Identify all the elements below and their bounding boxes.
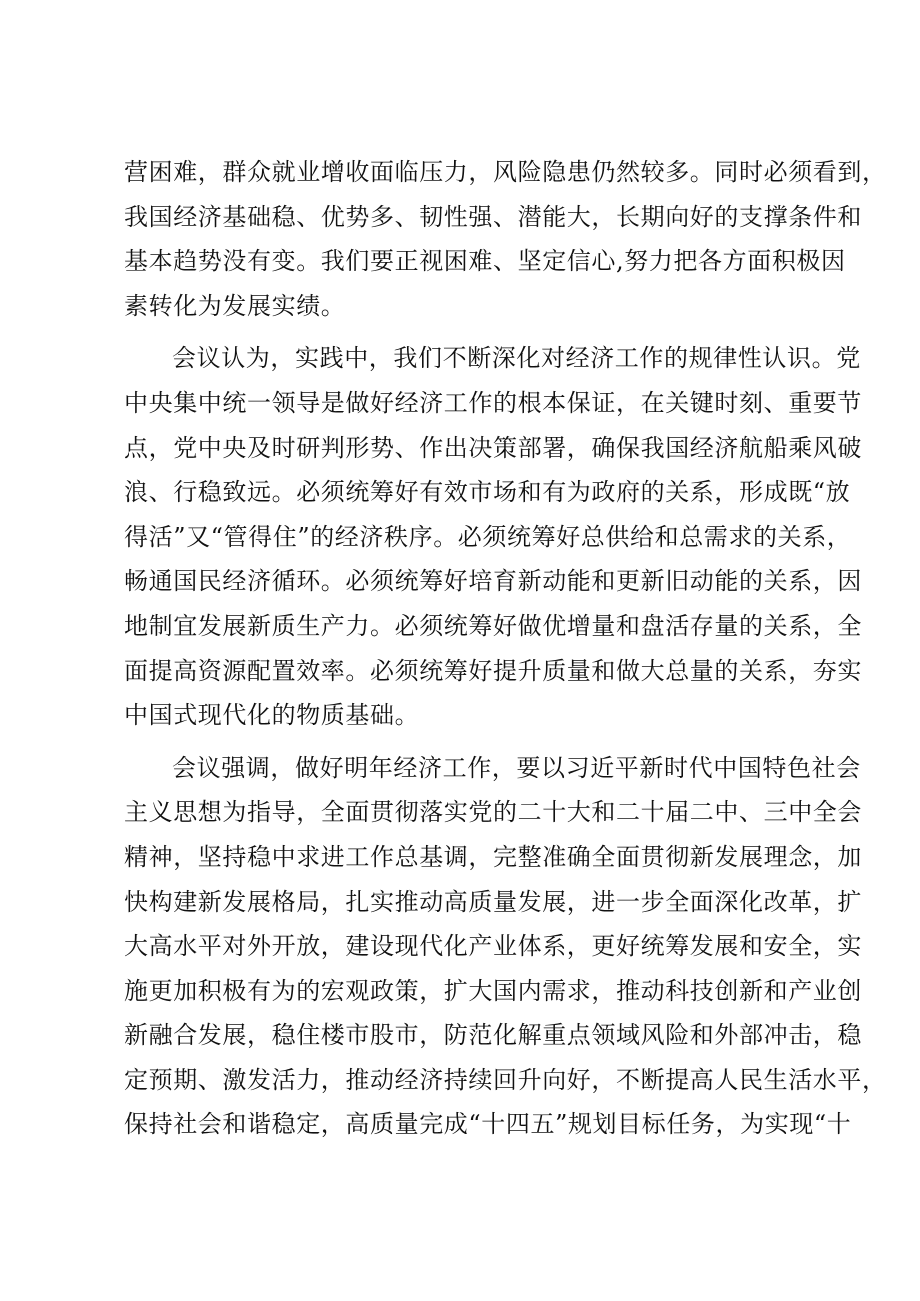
paragraph-line: 我国经济基础稳、优势多、韧性强、潜能大，长期向好的支撑条件和 <box>124 202 862 231</box>
paragraph-line: 中国式现代化的物质基础。 <box>124 701 420 730</box>
paragraph-line: 营困难，群众就业增收面临压力，风险隐患仍然较多。同时必须看到， <box>124 158 887 186</box>
paragraph-line: 会议强调，做好明年经济工作，要以习近平新时代中国特色社会 <box>172 753 861 782</box>
paragraph-1 <box>124 150 887 328</box>
paragraph-line: 畅通国民经济循环。必须统筹好培育新动能和更新旧动能的关系，因 <box>124 567 862 596</box>
paragraph-line: 基本趋势没有变。我们要正视困难、坚定信心,努力把各方面积极因 <box>124 247 846 276</box>
paragraph-line: 地制宜发展新质生产力。必须统筹好做优增量和盘活存量的关系，全 <box>124 611 862 640</box>
paragraph-line: 中央集中统一领导是做好经济工作的根本保证，在关键时刻、重要节 <box>124 388 862 417</box>
paragraph-spacer <box>124 738 812 746</box>
paragraph-line: 面提高资源配置效率。必须统筹好提升质量和做大总量的关系，夯实 <box>124 656 862 685</box>
paragraph-line: 快构建新发展格局，扎实推动高质量发展，进一步全面深化改革，扩 <box>124 887 862 916</box>
paragraph-line: 点，党中央及时研判形势、作出决策部署，确保我国经济航船乘风破 <box>124 433 862 462</box>
paragraph-line: 得活”又“管得住”的经济秩序。必须统筹好总供给和总需求的关系， <box>124 522 852 551</box>
paragraph-line: 保持社会和谐稳定，高质量完成“十四五”规划目标任务，为实现“十 <box>124 1110 852 1139</box>
document-body <box>124 150 887 1147</box>
paragraph-line: 施更加积极有为的宏观政策，扩大国内需求，推动科技创新和产业创 <box>124 976 862 1005</box>
paragraph-line: 精神，坚持稳中求进工作总基调，完整准确全面贯彻新发展理念，加 <box>124 842 862 871</box>
paragraph-line: 浪、行稳致远。必须统筹好有效市场和有为政府的关系，形成既“放 <box>124 478 851 507</box>
paragraph-line: 定预期、激发活力，推动经济持续回升向好，不断提高人民生活水平， <box>124 1065 887 1094</box>
paragraph-2 <box>124 336 862 737</box>
paragraph-3 <box>124 746 887 1147</box>
paragraph-line: 主义思想为指导，全面贯彻落实党的二十大和二十届二中、三中全会 <box>124 798 862 827</box>
paragraph-line: 素转化为发展实绩。 <box>124 291 346 320</box>
paragraph-line: 大高水平对外开放，建设现代化产业体系，更好统筹发展和安全，实 <box>124 932 862 961</box>
paragraph-line: 会议认为，实践中，我们不断深化对经济工作的规律性认识。党 <box>172 344 861 373</box>
paragraph-spacer <box>124 328 812 336</box>
paragraph-line: 新融合发展，稳住楼市股市，防范化解重点领域风险和外部冲击，稳 <box>124 1021 862 1050</box>
